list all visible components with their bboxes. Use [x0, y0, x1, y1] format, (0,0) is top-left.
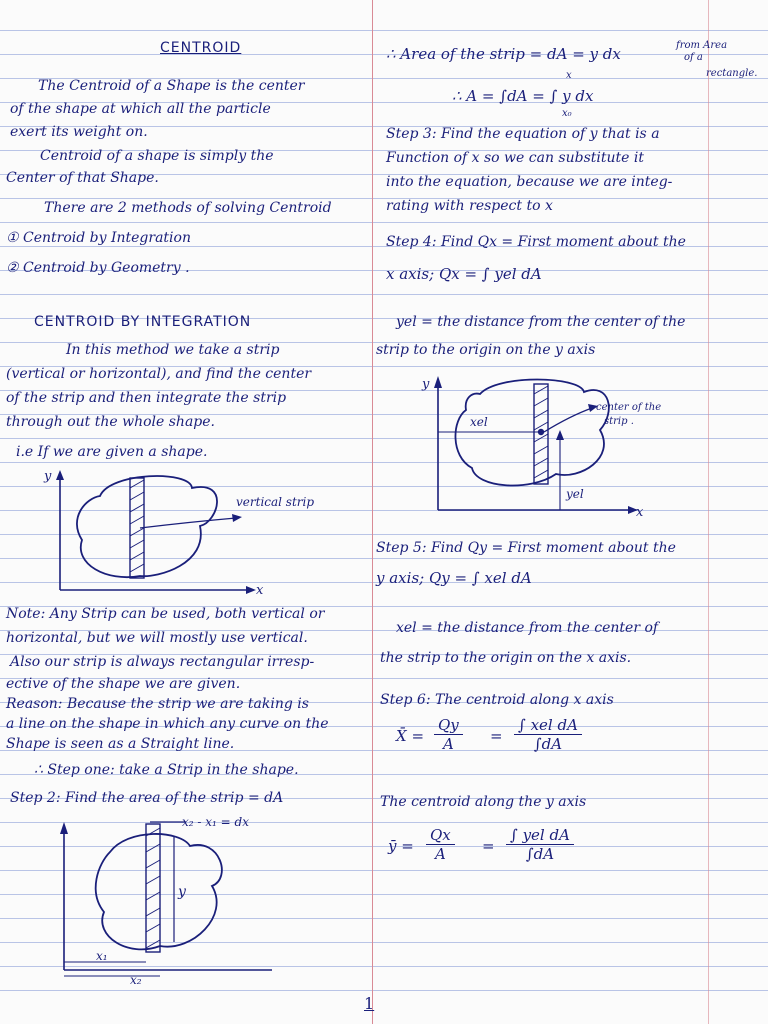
ybar-fraction-1 [426, 826, 455, 863]
intro-line: of the shape at which all the particle [10, 101, 271, 117]
ie-line: i.e If we are given a shape. [16, 444, 208, 460]
section-line: of the strip and then integrate the strip [6, 390, 287, 406]
area-note: from Area [676, 40, 728, 51]
note-line: Note: Any Strip can be used, both vertical or [6, 606, 325, 622]
ybar-den1: A [434, 845, 446, 863]
ybar-num2: ∫ yel dA [506, 826, 574, 845]
step-one-line: ∴ Step one: take a Strip in the shape. [34, 762, 299, 778]
xbar-fraction-1 [434, 716, 463, 753]
step5-line: y axis; Qy = ∫ xel dA [376, 569, 532, 587]
section-line: through out the whole shape. [6, 414, 215, 430]
ybar-lhs: ȳ = [388, 837, 414, 855]
ybar-den2: ∫dA [525, 845, 555, 863]
fig2-dx-label: x₂ - x₁ = dx [182, 815, 249, 829]
step-two-line: Step 2: Find the area of the strip = dA [10, 790, 284, 806]
intro-line: The Centroid of a Shape is the center [38, 78, 305, 94]
fig3-x-axis-label: x [636, 505, 644, 520]
section-line: In this method we take a strip [66, 342, 280, 358]
xel-definition: xel = the distance from the center of [396, 620, 659, 636]
area-note: rectangle. [706, 68, 758, 79]
ruled-line [0, 30, 768, 31]
ybar-fraction-2 [506, 826, 574, 863]
fig1-y-axis-label: y [44, 469, 52, 484]
fig3-center-label: strip . [604, 416, 634, 427]
note-line: Also our strip is always rectangular irresp- [10, 654, 315, 670]
step4-line: x axis; Qx = ∫ yel dA [386, 265, 542, 283]
figure-centroid-strip [420, 370, 720, 520]
intro-line: exert its weight on. [10, 124, 148, 140]
page-title: CENTROID [160, 40, 242, 56]
xbar-lhs: X̄ = [396, 727, 425, 745]
ruled-line [0, 54, 768, 55]
intro-line: Center of that Shape. [6, 170, 159, 186]
xel-definition: the strip to the origin on the x axis. [380, 650, 632, 666]
yel-definition: strip to the origin on the y axis [376, 342, 596, 358]
step6-line: Step 6: The centroid along x axis [380, 692, 614, 708]
xbar-fraction-2 [514, 716, 582, 753]
fig1-strip-label: vertical strip [236, 495, 315, 509]
ybar-num1: Qx [426, 826, 455, 845]
note-line: a line on the shape in which any curve on the [6, 716, 329, 732]
step3-line: Function of x so we can substitute it [386, 150, 644, 166]
section-line: (vertical or horizontal), and find the center [6, 366, 312, 382]
xbar-den2: ∫dA [533, 735, 563, 753]
ruled-line [0, 990, 768, 991]
ybar-equals: = [482, 837, 495, 855]
center-margin-line [372, 0, 373, 1024]
step3-line: rating with respect to x [386, 198, 553, 214]
fig3-center-label: center of the [596, 402, 662, 413]
method-item: ① Centroid by Integration [6, 230, 191, 246]
method-item: ② Centroid by Geometry . [6, 260, 190, 276]
note-line: horizontal, but we will mostly use vertical. [6, 630, 308, 646]
intro-line: There are 2 methods of solving Centroid [44, 200, 332, 216]
figure-vertical-strip [40, 466, 360, 596]
ruled-line [0, 294, 768, 295]
note-line: Shape is seen as a Straight line. [6, 736, 235, 752]
centroid-y-line: The centroid along the y axis [380, 794, 587, 810]
note-line: Reason: Because the strip we are taking is [6, 696, 309, 712]
fig3-yel-label: yel [566, 487, 584, 501]
fig1-x-axis-label: x [256, 583, 264, 598]
note-line: ective of the shape we are given. [6, 676, 241, 692]
ruled-line [0, 198, 768, 199]
yel-definition: yel = the distance from the center of the [396, 314, 686, 330]
step3-line: Step 3: Find the equation of y that is a [386, 126, 660, 142]
figure-strip-area [40, 812, 360, 987]
fig2-x2-label: x₂ [130, 973, 142, 987]
area-of-strip-line: ∴ Area of the strip = dA = y dx [386, 45, 621, 63]
xbar-num2: ∫ xel dA [514, 716, 582, 735]
page-number: 1 [364, 994, 375, 1013]
fig2-x1-label: x₁ [96, 949, 108, 963]
step3-line: into the equation, because we are integ- [386, 174, 673, 190]
xbar-den1: A [442, 735, 454, 753]
ruled-line [0, 222, 768, 223]
fig3-xel-label: xel [470, 415, 488, 429]
fig2-y-label: y [178, 884, 186, 900]
upper-limit: x [566, 70, 572, 81]
section-heading: CENTROID BY INTEGRATION [34, 314, 252, 330]
step4-line: Step 4: Find Qx = First moment about the [386, 234, 686, 250]
fig3-y-axis-label: y [422, 377, 430, 392]
area-integral-line: ∴ A = ∫dA = ∫ y dx [452, 87, 594, 105]
lower-limit: x₀ [562, 108, 572, 119]
step5-line: Step 5: Find Qy = First moment about the [376, 540, 676, 556]
xbar-num1: Qy [434, 716, 463, 735]
intro-line: Centroid of a shape is simply the [40, 148, 274, 164]
area-note: of a [684, 52, 703, 63]
xbar-equals: = [490, 727, 503, 745]
